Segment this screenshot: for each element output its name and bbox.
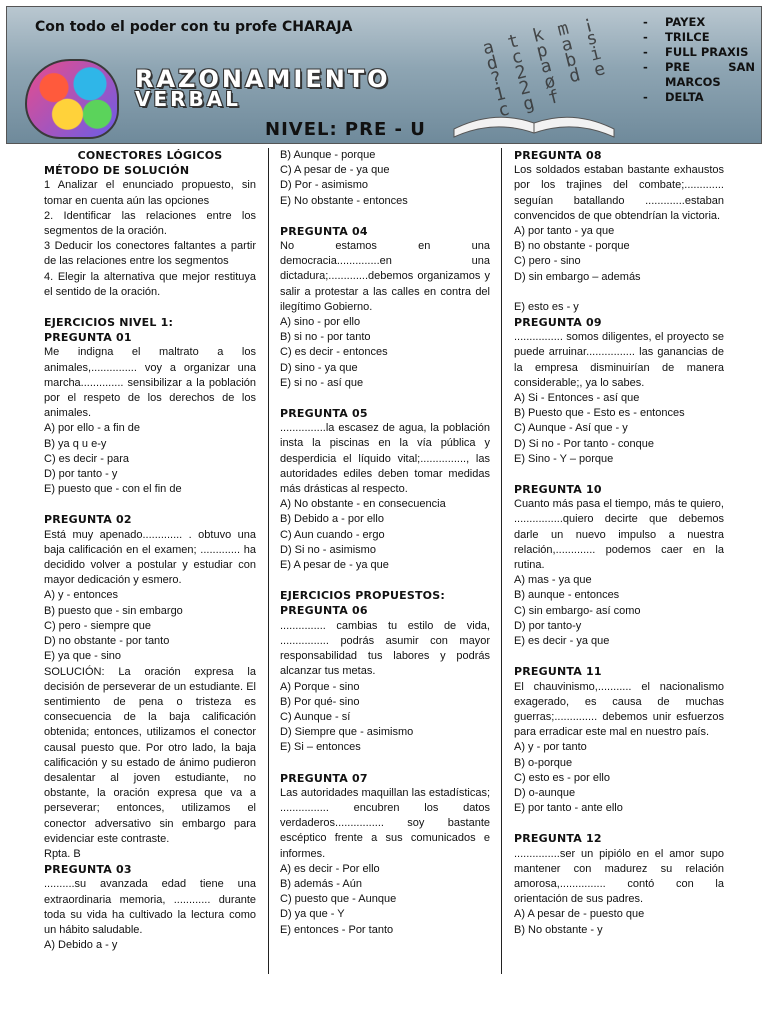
answer-option: C) Aunque - sí <box>280 710 351 723</box>
source-item: - PRE SAN MARCOS <box>643 60 755 89</box>
answer-option: B) o-porque <box>514 756 573 769</box>
answer-option: E) entonces - Por tanto <box>280 923 394 936</box>
answer-option: A) Porque - sino <box>280 680 360 693</box>
question-title: PREGUNTA 10 <box>514 483 602 497</box>
answer-option: A) No obstante - en consecuencia <box>280 498 446 511</box>
answer-option: B) Por qué- sino <box>280 695 360 708</box>
brain-logo-icon <box>25 59 119 139</box>
answer-option: B) aunque - entonces <box>514 589 620 602</box>
title-line-1: RAZONAMIENTO <box>135 65 391 93</box>
answer-option: A) Si - Entonces - así que <box>514 392 640 405</box>
column-divider <box>501 148 502 974</box>
source-item: - TRILCE <box>643 30 710 44</box>
answer-option: B) Puesto que - Esto es - entonces <box>514 407 685 420</box>
source-item: - FULL PRAXIS <box>643 45 749 59</box>
answer-option: E) esto es - y <box>514 300 579 313</box>
answer-option: D) Siempre que - asimismo <box>280 726 414 739</box>
question-title: PREGUNTA 07 <box>280 771 368 785</box>
proposed-exercises-title: EJERCICIOS PROPUESTOS: <box>280 589 445 603</box>
answer-option: E) Si – entonces <box>280 741 361 754</box>
question-text: No estamos en una democracia..............en una dictadura;.............debemos organizamos y salir a protestar a las calles en contra del ilegítimo Gobierno. <box>280 240 490 313</box>
question-text: ............... cambias tu estilo de vida, ................ podrás asumir con mayor responsabilidad tus labores y podrás alcanzar tus metas. <box>280 619 490 678</box>
answer-option: E) No obstante - entonces <box>280 194 408 207</box>
method-step: 3 Deducir los conectores faltantes a partir de las relaciones entre los segmentos <box>44 240 256 268</box>
answer-option: B) si no - por tanto <box>280 331 371 344</box>
answer-option: E) Sino - Y – porque <box>514 452 614 465</box>
open-book-icon <box>449 99 619 141</box>
answer-option: C) Aunque - Así que - y <box>514 422 628 435</box>
answer-option: A) y - por tanto <box>514 741 587 754</box>
answer-option: C) Aun cuando - ergo <box>280 528 385 541</box>
column-1 <box>44 148 256 1022</box>
answer-option: A) Debido a - y <box>44 939 118 952</box>
sources-list <box>643 15 755 105</box>
column-3 <box>514 148 724 1022</box>
answer-option: A) sino - por ello <box>280 316 361 329</box>
answer-option: B) ya q u e-y <box>44 437 107 450</box>
answer-option: A) mas - ya que <box>514 574 592 587</box>
answer-option: C) pero - sino <box>514 255 581 268</box>
answer-option: E) ya que - sino <box>44 650 122 663</box>
exercises-title: EJERCICIOS NIVEL 1: <box>44 316 174 330</box>
question-title: PREGUNTA 06 <box>280 604 368 618</box>
answer-option: B) además - Aún <box>280 877 362 890</box>
question-title: PREGUNTA 08 <box>514 149 602 162</box>
answer-option: E) puesto que - con el fin de <box>44 483 182 496</box>
answer-option: C) puesto que - Aunque <box>280 893 397 906</box>
solution-text: SOLUCIÓN: La oración expresa la decisión de perseverar de un estudiante. El sentimiento de pena o tristeza es consecuencia de la baja calificación obtenida; entonces, utilizamos el conector causal puesto que. Por otro lado, la baja calificación y su estado de ánimo pudieron desalentar al joven estudiante, no obstante, la oración expresa que va a perseverar; entonces, utilizamos el conector adversativo sin embargo para evidenciar este contraste. <box>44 665 256 845</box>
answer-option: D) sin embargo – además <box>514 270 641 283</box>
question-text: ..........su avanzada edad tiene una extraordinaria memoria, ............ durante toda su vida ha cultivado la lectura como un hábito saludable. <box>44 878 256 936</box>
answer-option: B) Debido a - por ello <box>280 513 384 526</box>
answer-option: B) no obstante - porque <box>514 240 630 253</box>
question-title: PREGUNTA 02 <box>44 513 132 527</box>
column-divider <box>268 148 269 974</box>
method-step: 2. Identificar las relaciones entre los segmentos de la oración. <box>44 209 256 238</box>
question-title: PREGUNTA 12 <box>514 832 602 846</box>
question-text: Me indigna el maltrato a los animales,............... voy a organizar una marcha.............. sensibilizar a la población por el respeto de los derechos de los animales. <box>44 346 256 420</box>
answer-option: A) por ello - a fin de <box>44 422 140 435</box>
header-banner <box>6 6 762 144</box>
answer-option: D) sino - ya que <box>280 361 358 374</box>
question-text: Está muy apenado............. . obtuvo una baja calificación en el examen; ............. ha decidido volver a postular y estudiar con mayor dedicación y esmero. <box>44 528 256 587</box>
source-item: - DELTA <box>643 90 704 104</box>
answer-option: B) puesto que - sin embargo <box>44 604 183 617</box>
question-text: El chauvinismo,........... el nacionalismo exagerado, es causa de muchas guerras;.............. debemos unir esfuerzos para erradicar este mal en nuestro país. <box>514 680 724 739</box>
answer-option: D) ya que - Y <box>280 908 345 921</box>
answer-option: D) no obstante - por tanto <box>44 635 170 648</box>
level-label: NIVEL: PRE - U <box>265 119 426 140</box>
method-step: 1 Analizar el enunciado propuesto, sin tomar en cuenta aún las opciones <box>44 179 256 207</box>
question-title: PREGUNTA 11 <box>514 665 602 679</box>
answer-option: A) y - entonces <box>44 589 118 602</box>
question-title: PREGUNTA 01 <box>44 331 132 345</box>
answer-option: A) es decir - Por ello <box>280 862 380 875</box>
answer-option: E) A pesar de - ya que <box>280 559 389 572</box>
answer-option: D) Por - asimismo <box>280 179 369 192</box>
answer-option: D) por tanto-y <box>514 619 582 632</box>
answer-option: C) esto es - por ello <box>514 771 610 784</box>
answer-option: C) es decir - entonces <box>280 346 388 359</box>
question-title: PREGUNTA 03 <box>44 863 132 877</box>
answer-option: B) No obstante - y <box>514 923 603 936</box>
source-item: - PAYEX <box>643 15 706 29</box>
topic-title: CONECTORES LÓGICOS <box>77 149 223 162</box>
title-line-2: VERBAL <box>135 87 242 111</box>
answer-option: C) A pesar de - ya que <box>280 164 390 177</box>
question-title: PREGUNTA 04 <box>280 224 368 238</box>
method-title: MÉTODO DE SOLUCIÓN <box>44 164 190 178</box>
answer-option: E) es decir - ya que <box>514 635 610 648</box>
answer-option: D) Si no - Por tanto - conque <box>514 437 655 450</box>
column-2 <box>280 148 490 1022</box>
question-text: ...............la escasez de agua, la población insta la piscinas en la vía pública y desperdicia el líquido vital;..............., las autoridades ediles deben tomar medidas más drásticas al respecto. <box>280 422 490 496</box>
answer-option: C) sin embargo- así como <box>514 604 641 617</box>
answer-option: C) es decir - para <box>44 452 129 465</box>
question-text: Cuanto más pasa el tiempo, más te quiero, ................quiero decirte que debemos darle un nuevo impulso a nuestra relación,............. podemos caer en la rutina. <box>514 498 724 572</box>
method-step: 4. Elegir la alternativa que mejor restituya el sentido de la oración. <box>44 270 256 298</box>
answer-option: B) Aunque - porque <box>280 149 376 161</box>
question-text: ................ somos diligentes, el proyecto se puede arruinar................ las ganancias de la empresa disminuirían de manera considerable;, ya lo sabes. <box>514 331 724 389</box>
question-title: PREGUNTA 05 <box>280 407 368 421</box>
answer-key: Rpta. B <box>44 847 81 860</box>
question-text: Los soldados estaban bastante exhaustos por los trajines del combate;............. seguían batallando .............estaban convencidos de que obtendrían la victoria. <box>514 164 724 222</box>
answer-option: D) Si no - asimismo <box>280 543 376 556</box>
question-title: PREGUNTA 09 <box>514 316 602 330</box>
question-text: Las autoridades maquillan las estadísticas; ................ encubren los datos verdaderos................ soy bastante escéptico frente a sus comunicados e informes. <box>280 786 490 860</box>
answer-option: A) por tanto - ya que <box>514 225 615 238</box>
answer-option: D) o-aunque <box>514 786 576 799</box>
answer-option: E) por tanto - ante ello <box>514 802 623 815</box>
question-text: ...............ser un pipiólo en el amor supo mantener con madurez su relación amorosa,............... contó con la orientación de sus padres. <box>514 847 724 906</box>
answer-option: A) A pesar de - puesto que <box>514 908 645 921</box>
header-tagline: Con todo el poder con tu profe CHARAJA <box>35 19 353 35</box>
flying-letters-decoration: a t k m ¡ d c p a s ? 2 a b i 1 2 ø d e c g f <box>480 11 610 122</box>
answer-option: C) pero - siempre que <box>44 619 151 632</box>
answer-option: E) si no - así que <box>280 376 364 389</box>
answer-option: D) por tanto - y <box>44 468 118 481</box>
